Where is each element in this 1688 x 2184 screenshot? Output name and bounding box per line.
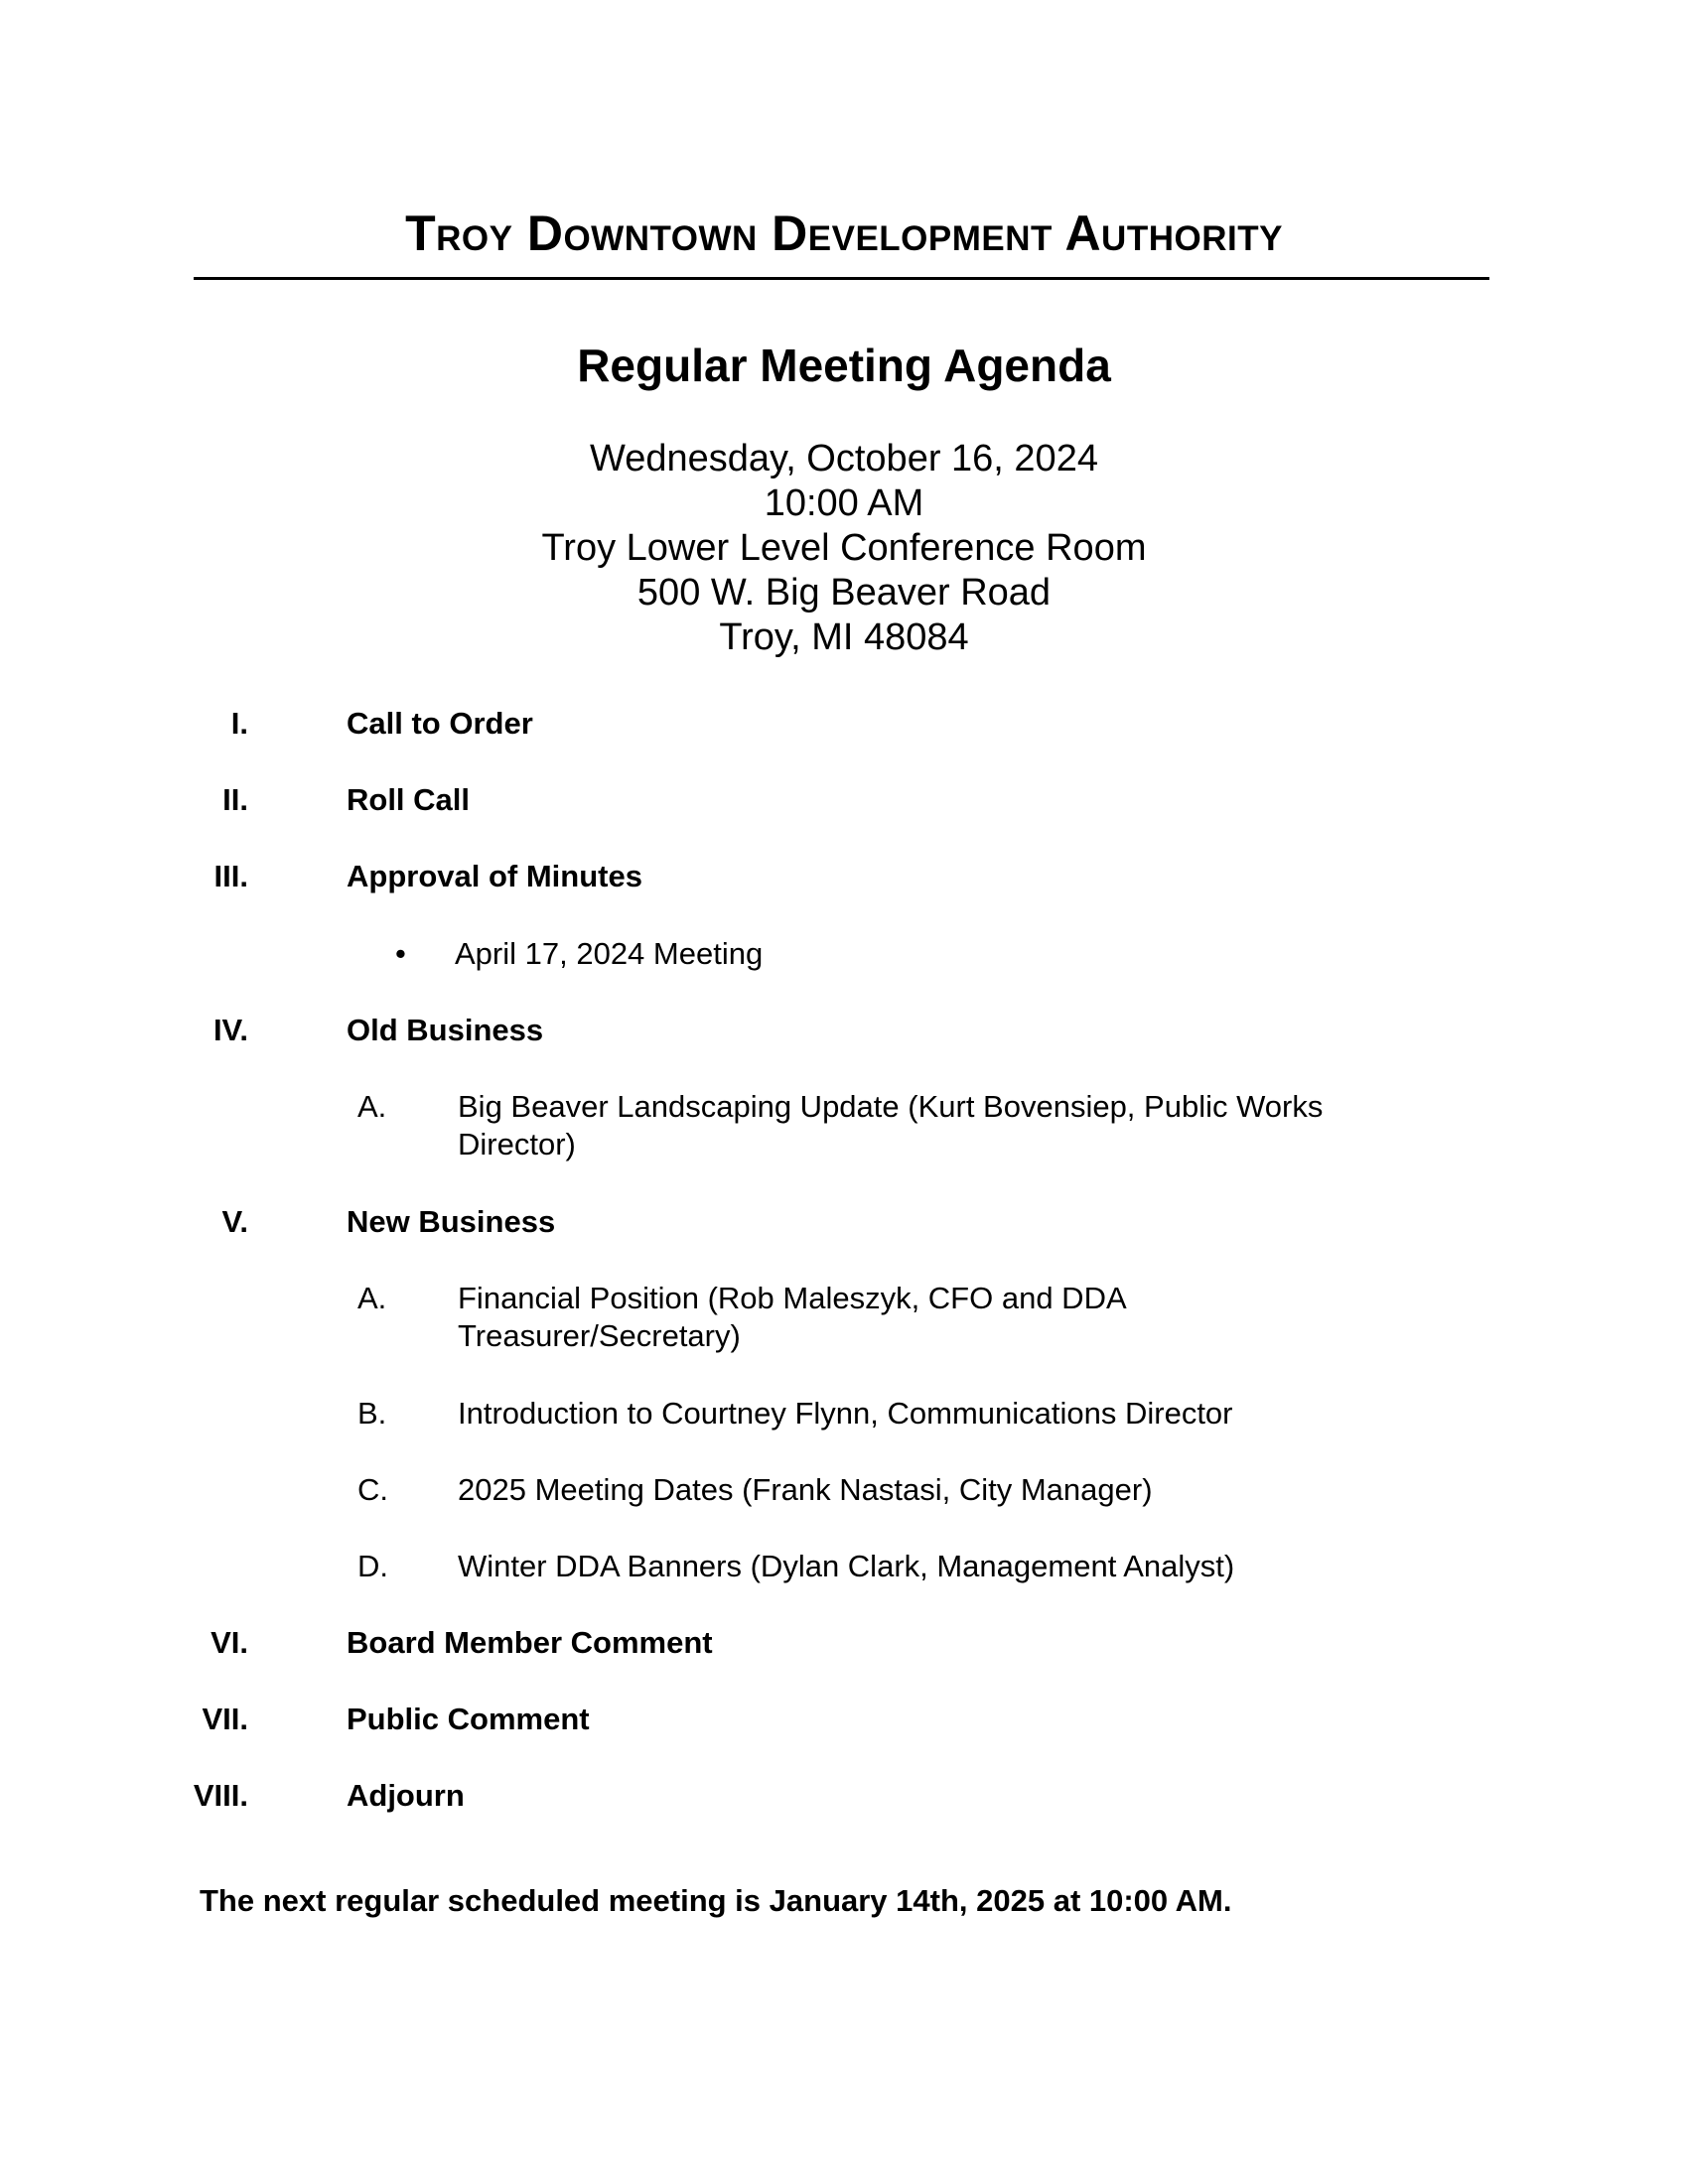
meeting-date: Wednesday, October 16, 2024 bbox=[590, 438, 1098, 479]
agenda-item-title: Roll Call bbox=[347, 782, 471, 817]
agenda-item-number: II. bbox=[222, 782, 248, 817]
agenda-item-number: I. bbox=[230, 706, 248, 741]
agenda-item-number: VII. bbox=[202, 1702, 248, 1736]
agenda-item-number: VIII. bbox=[193, 1778, 248, 1813]
subitem-text: Introduction to Courtney Flynn, Communications Director bbox=[458, 1396, 1233, 1431]
meeting-city: Troy, MI 48084 bbox=[719, 616, 969, 658]
meeting-room: Troy Lower Level Conference Room bbox=[541, 527, 1147, 569]
agenda-item-title: New Business bbox=[347, 1204, 556, 1239]
agenda-title: Regular Meeting Agenda bbox=[577, 340, 1111, 391]
subitem-letter: C. bbox=[357, 1472, 388, 1507]
next-meeting-note: The next regular scheduled meeting is January 14th, 2025 at 10:00 AM. bbox=[200, 1883, 1232, 1918]
subitem-text: 2025 Meeting Dates (Frank Nastasi, City Manager) bbox=[458, 1472, 1153, 1507]
bullet-text: April 17, 2024 Meeting bbox=[455, 936, 764, 971]
subitem-letter: B. bbox=[357, 1396, 387, 1431]
subitem-letter: A. bbox=[357, 1281, 387, 1315]
subitem-text: Big Beaver Landscaping Update (Kurt Bovensiep, Public Works Director) bbox=[458, 1089, 1324, 1161]
subitem-text: Winter DDA Banners (Dylan Clark, Management Analyst) bbox=[458, 1549, 1235, 1583]
agenda-item-number: IV. bbox=[212, 1013, 248, 1047]
meeting-time: 10:00 AM bbox=[764, 482, 924, 524]
agenda-item-title: Public Comment bbox=[347, 1702, 590, 1736]
agenda-item-number: V. bbox=[221, 1204, 248, 1239]
agenda-item-title: Approval of Minutes bbox=[347, 859, 642, 893]
subitem-letter: D. bbox=[357, 1549, 388, 1583]
subitem-text: Financial Position (Rob Maleszyk, CFO and DDA Treasurer/Secretary) bbox=[458, 1281, 1125, 1353]
subitem-letter: A. bbox=[357, 1089, 387, 1124]
agenda-item-title: Old Business bbox=[347, 1013, 544, 1047]
agenda-item-title: Board Member Comment bbox=[347, 1625, 713, 1660]
agenda-item-number: VI. bbox=[211, 1625, 248, 1660]
organization-title: Troy Downtown Development Authority bbox=[405, 205, 1283, 261]
meeting-street: 500 W. Big Beaver Road bbox=[636, 572, 1052, 614]
agenda-item-title: Call to Order bbox=[347, 706, 533, 741]
agenda-item-number: III. bbox=[213, 859, 248, 893]
bullet-dot: • bbox=[395, 936, 406, 971]
agenda-item-title: Adjourn bbox=[347, 1778, 465, 1813]
